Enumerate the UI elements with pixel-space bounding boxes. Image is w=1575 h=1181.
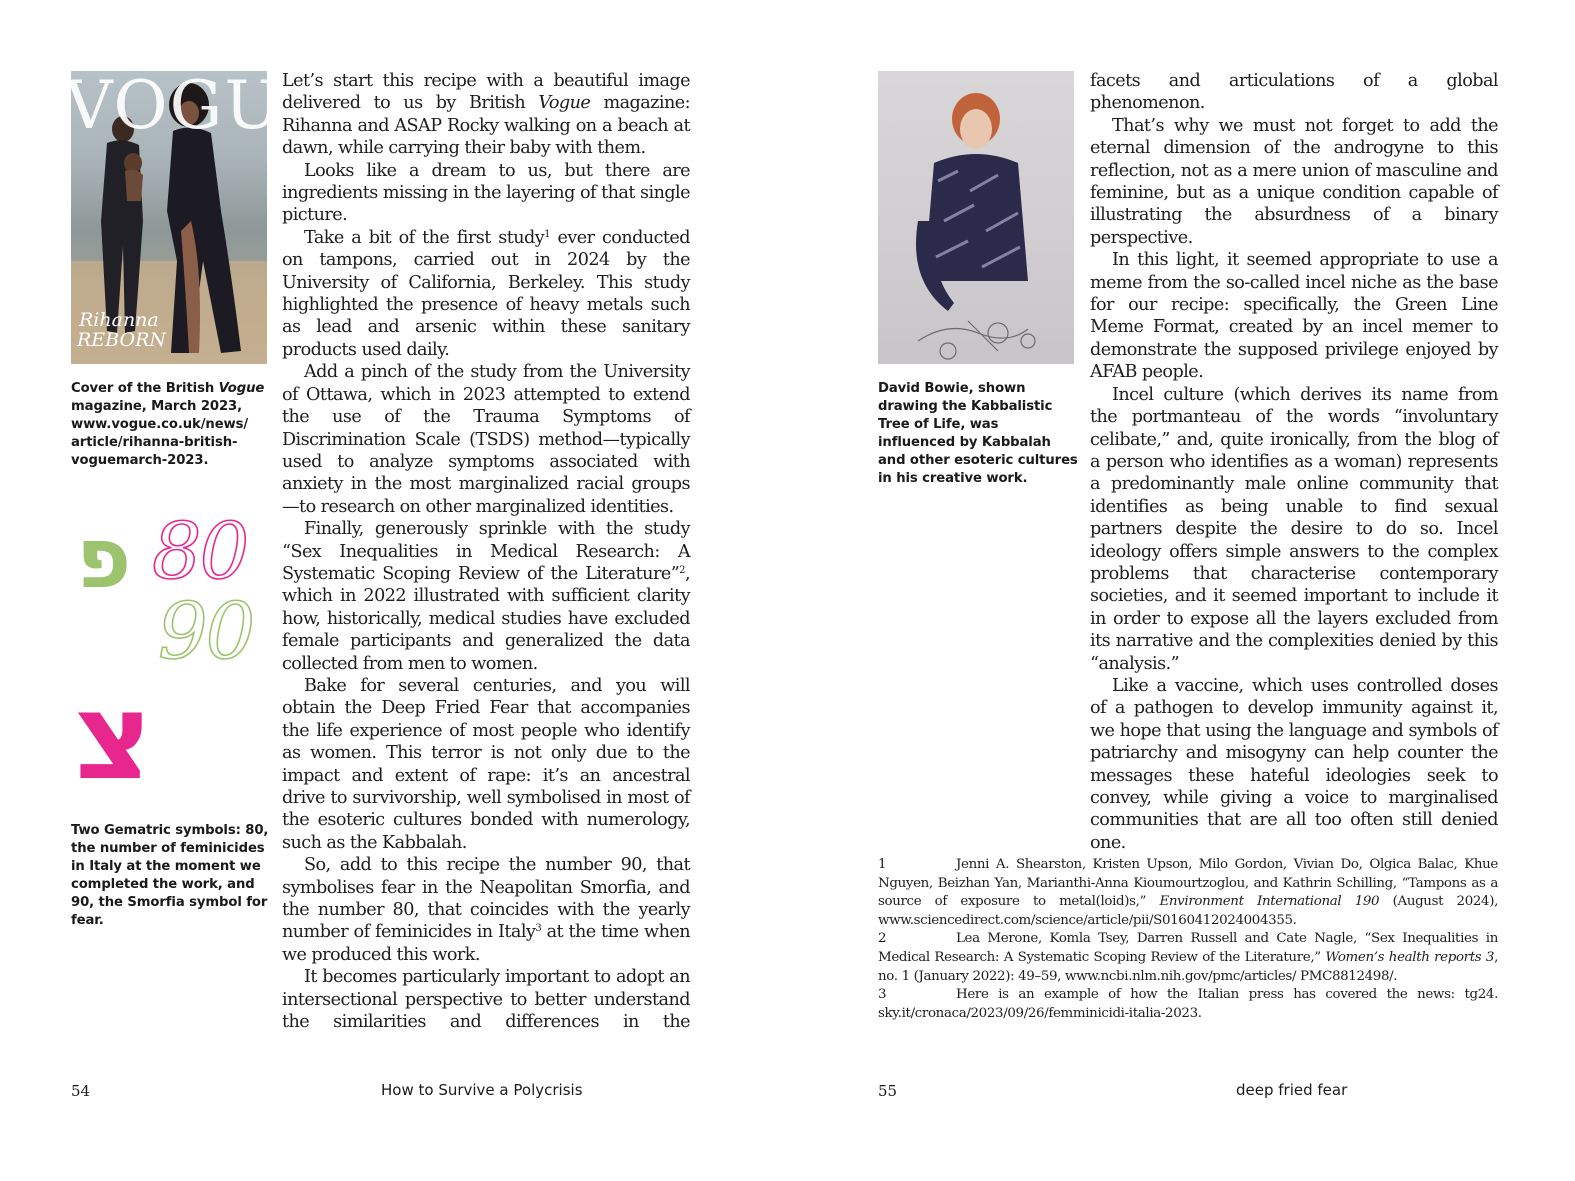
paragraph-r4: Like a vaccine, which uses controlled doses of a pathogen to develop immunity against it, we hope that using the language and symbols of patriarchy and misogyny can help counter the messages these hateful ideologies seek to convey, while giving a voice to marginalised communities that are all too often still denied one. [1090,675,1498,853]
footnote-ref-3: 3 [535,923,542,935]
left-folio: 54 [71,1082,91,1100]
footnote-number: 2 [878,931,887,947]
right-running-head: deep fried fear [1236,1081,1348,1099]
paragraph-r0: facets and articulations of a global phenomenon. [1090,71,1498,114]
bowie-photo [878,71,1074,364]
paragraph-r2: In this light, it seemed appropriate to use a meme from the so-called incel niche as the base for our recipe: specifically, the Green Line Meme Format, created by an incel memer to demonstrate the supposed privilege enjoyed by AFAB people. [1090,250,1498,383]
paragraph-6: Bake for several centuries, and you will obtain the Deep Fried Fear that accompanies the life experience of most people who identify as women. This terror is not only due to the impact and extent of rape: it’s an ancestral drive to survivorship, well symbolised in most of the esoteric cultures bonded with numerology, such as the Kabbalah. [282,675,690,853]
paragraph-r3: Incel culture (which derives its name from the portmanteau of the words “involuntary celibate,” and, quite ironically, from the blog of a person who identifies as a woman) represents a predominantly male online community that identifies as being unable to find sexual partners despite the desire to do so. Incel ideology offers simple answers to the complex problems that characterise contemporary societies, and it seemed important to include it in order to expose all the layers excluded from its narrative and the complexities denied by this “analysis.” [1090,384,1498,674]
caption-italic-vogue: Vogue [218,381,265,396]
footnote-2: 2 Lea Merone, Komla Tsey, Darren Russell and Cate Nagle, “Sex Inequalities in Medical Research: A Systematic Scoping Review of the Literature,” Women’s health reports 3, no. 1 (January 2022): 49–59, www.ncbi.nlm.nih.gov/pmc/articles/ PMC8812498/. [878,931,1498,984]
paragraph-3: Take a bit of the first study$^1$ ever conducted on tampons, carried out in 2024 by the University of California, Berkeley. This study highlighted the presence of heavy metals such as lead and arsenic within these sanitary products used daily. [282,227,690,360]
paragraph-7: So, add to this recipe the number 90, that symbolises fear in the Neapolitan Smorfia, and the number 80, that coincides with the yearly number of feminicides in Italy$^3$ at the time when we produced this work. [282,855,690,965]
vogue-cover-caption: Cover of the British Vogue magazine, March 2023, www.vogue.co.uk/news/ article/rihanna-british- voguemarch-2023. [71,381,265,468]
gematria-caption: Two Gematric symbols: 80, the number of feminicides in Italy at the moment we completed the work, and 90, the Smorfia symbol for fear. [71,823,269,928]
bowie-photo-illustration [878,71,1074,364]
number-90: 90 [158,587,254,677]
right-folio: 55 [878,1082,898,1100]
footnotes [878,856,1498,1023]
vogue-masthead: VOGUE [65,67,333,144]
paragraph-r1: That’s why we must not forget to add the eternal dimension of the androgyne to this reflection, not as a mere union of masculine and feminine, but as a unique condition capable of illustrating the absurdness of a binary perspective. [1090,115,1498,248]
bowie-caption: David Bowie, shown drawing the Kabbalistic Tree of Life, was influenced by Kabbalah and other esoteric cultures in his creative work. [878,381,1078,486]
paragraph-4: Add a pinch of the study from the University of Ottawa, which in 2023 attempted to extend the use of the Trauma Symptoms of Discrimination Scale (TSDS) method—typically used to analyze symptoms associated with anxiety in the most marginalized racial groups—to research on other marginalized identities. [282,362,690,517]
hebrew-letter-pe: פ [76,509,132,607]
left-running-head: How to Survive a Polycrisis [381,1081,583,1099]
right-body-text [1090,70,1498,854]
footnote-1: 1 Jenni A. Shearston, Kristen Upson, Milo Gordon, Vivian Do, Olgica Balac, Khue Nguyen, Beizhan Yan, Marianthi-Anna Kioumourtzoglou, and Kathrin Schilling, “Tampons as a source of exposure to metal(loid)s,” Environment International 190 (August 2024), www.sciencedirect.com/science/article/pii/S0160412024004355. [878,857,1499,928]
footnote-ref-1: 1 [544,228,550,240]
vogue-cover-line-2: REBORN [77,329,166,351]
number-80: 80 [152,507,248,597]
footnote-ref-2: 2 [679,564,685,576]
footnote-number: 1 [878,857,887,872]
paragraph-2: Looks like a dream to us, but there are ingredients missing in the layering of that single picture. [282,160,690,226]
vogue-cover-line-1: Rihanna [79,309,159,331]
footnote-3: 3 Here is an example of how the Italian press has covered the news: tg24. sky.it/cronaca/2023/09/26/femminicidi-italia-2023. [878,987,1498,1021]
paragraph-5: Finally, generously sprinkle with the study “Sex Inequalities in Medical Research: A Systematic Scoping Review of the Literature”$^2$, which in 2022 illustrated with sufficient clarity how, historically, medical studies have excluded female participants and generalized the data collected from men to women. [282,519,690,674]
hebrew-letter-tsadi: צ [74,668,153,807]
paragraph-1: Let’s start this recipe with a beautiful image delivered to us by British Vogue magazine: Rihanna and ASAP Rocky walking on a beach at dawn, while carrying their baby with them. [282,71,690,159]
paragraph-8: It becomes particularly important to adopt an intersectional perspective to better understand the similarities and differences in the [282,967,690,1033]
footnote-number: 3 [878,987,887,1003]
